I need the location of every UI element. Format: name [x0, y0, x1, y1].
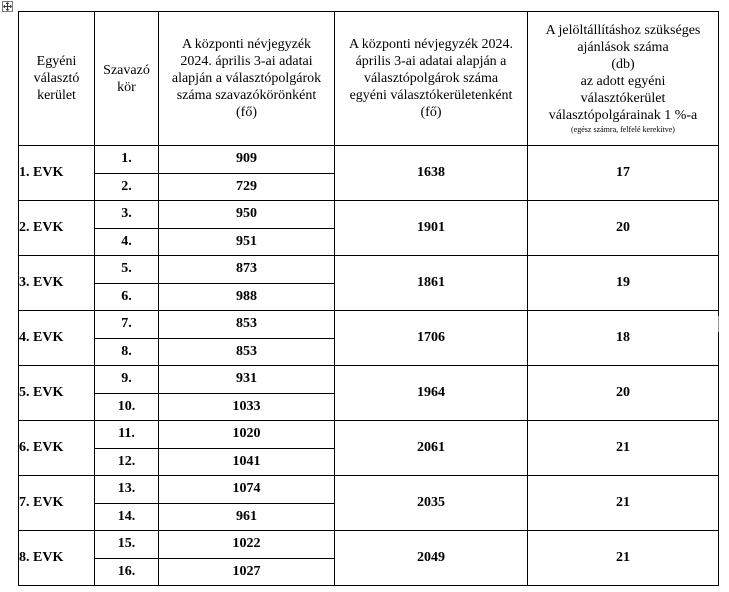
- round-voters: 1027: [159, 558, 335, 586]
- evk-required-recommendations: 18: [528, 311, 719, 366]
- evk-name: 2. EVK: [19, 201, 95, 256]
- evk-total-voters: 2061: [335, 421, 528, 476]
- evk-required-recommendations: 21: [528, 531, 719, 586]
- round-voters: 1020: [159, 421, 335, 449]
- round-voters: 1074: [159, 476, 335, 504]
- round-voters: 1022: [159, 531, 335, 559]
- round-number: 16.: [95, 558, 159, 586]
- round-number: 13.: [95, 476, 159, 504]
- round-number: 7.: [95, 311, 159, 339]
- round-voters: 729: [159, 173, 335, 201]
- round-number: 11.: [95, 421, 159, 449]
- round-voters: 1033: [159, 393, 335, 421]
- round-number: 14.: [95, 503, 159, 531]
- round-number: 8.: [95, 338, 159, 366]
- table-move-handle[interactable]: [2, 1, 13, 12]
- header-voters-per-evk: A központi névjegyzék 2024. április 3-ai adatai alapján a választópolgárok száma egyéni választókerületenként (fő): [335, 12, 528, 146]
- evk-total-voters: 2049: [335, 531, 528, 586]
- header-required-note: (egész számra, felfelé kerekítve): [571, 125, 675, 134]
- header-required-text: A jelöltállításhoz szükséges ajánlások száma (db) az adott egyéni választókerület választópolgárainak 1 %-a: [545, 23, 701, 123]
- table-row: [19, 531, 719, 559]
- evk-name: 4. EVK: [19, 311, 95, 366]
- evk-name: 6. EVK: [19, 421, 95, 476]
- evk-name: 5. EVK: [19, 366, 95, 421]
- table-row: [19, 476, 719, 504]
- round-number: 9.: [95, 366, 159, 394]
- table-row: [19, 366, 719, 394]
- round-voters: 931: [159, 366, 335, 394]
- evk-name: 1. EVK: [19, 146, 95, 201]
- evk-table: [18, 11, 719, 586]
- evk-name: 7. EVK: [19, 476, 95, 531]
- evk-required-recommendations: 21: [528, 476, 719, 531]
- evk-total-voters: 1861: [335, 256, 528, 311]
- evk-name: 8. EVK: [19, 531, 95, 586]
- round-number: 2.: [95, 173, 159, 201]
- evk-name: 3. EVK: [19, 256, 95, 311]
- table-row: [19, 201, 719, 229]
- table-row: [19, 311, 719, 339]
- header-evk: Egyéni választó kerület: [19, 12, 95, 146]
- move-icon: [3, 2, 12, 11]
- evk-required-recommendations: 20: [528, 201, 719, 256]
- evk-required-recommendations: 21: [528, 421, 719, 476]
- table-resize-marker[interactable]: [718, 316, 719, 332]
- round-number: 1.: [95, 146, 159, 174]
- round-voters: 950: [159, 201, 335, 229]
- table-row: [19, 421, 719, 449]
- round-number: 4.: [95, 228, 159, 256]
- round-voters: 909: [159, 146, 335, 174]
- round-number: 6.: [95, 283, 159, 311]
- table-row: [19, 146, 719, 174]
- round-number: 3.: [95, 201, 159, 229]
- header-row: [19, 12, 719, 146]
- table-row: [19, 256, 719, 284]
- round-voters: 1041: [159, 448, 335, 476]
- round-number: 5.: [95, 256, 159, 284]
- header-voters-per-round: A központi névjegyzék 2024. április 3-ai adatai alapján a választópolgárok száma szavazókörönként (fő): [159, 12, 335, 146]
- round-voters: 853: [159, 338, 335, 366]
- round-voters: 951: [159, 228, 335, 256]
- round-voters: 988: [159, 283, 335, 311]
- evk-required-recommendations: 17: [528, 146, 719, 201]
- round-number: 15.: [95, 531, 159, 559]
- evk-total-voters: 1901: [335, 201, 528, 256]
- round-number: 12.: [95, 448, 159, 476]
- evk-total-voters: 1964: [335, 366, 528, 421]
- table-body: [19, 146, 719, 586]
- header-round: Szavazó kör: [95, 12, 159, 146]
- evk-required-recommendations: 19: [528, 256, 719, 311]
- round-number: 10.: [95, 393, 159, 421]
- header-required-recommendations: [528, 12, 719, 146]
- evk-total-voters: 1638: [335, 146, 528, 201]
- evk-total-voters: 2035: [335, 476, 528, 531]
- round-voters: 853: [159, 311, 335, 339]
- round-voters: 873: [159, 256, 335, 284]
- round-voters: 961: [159, 503, 335, 531]
- evk-total-voters: 1706: [335, 311, 528, 366]
- evk-required-recommendations: 20: [528, 366, 719, 421]
